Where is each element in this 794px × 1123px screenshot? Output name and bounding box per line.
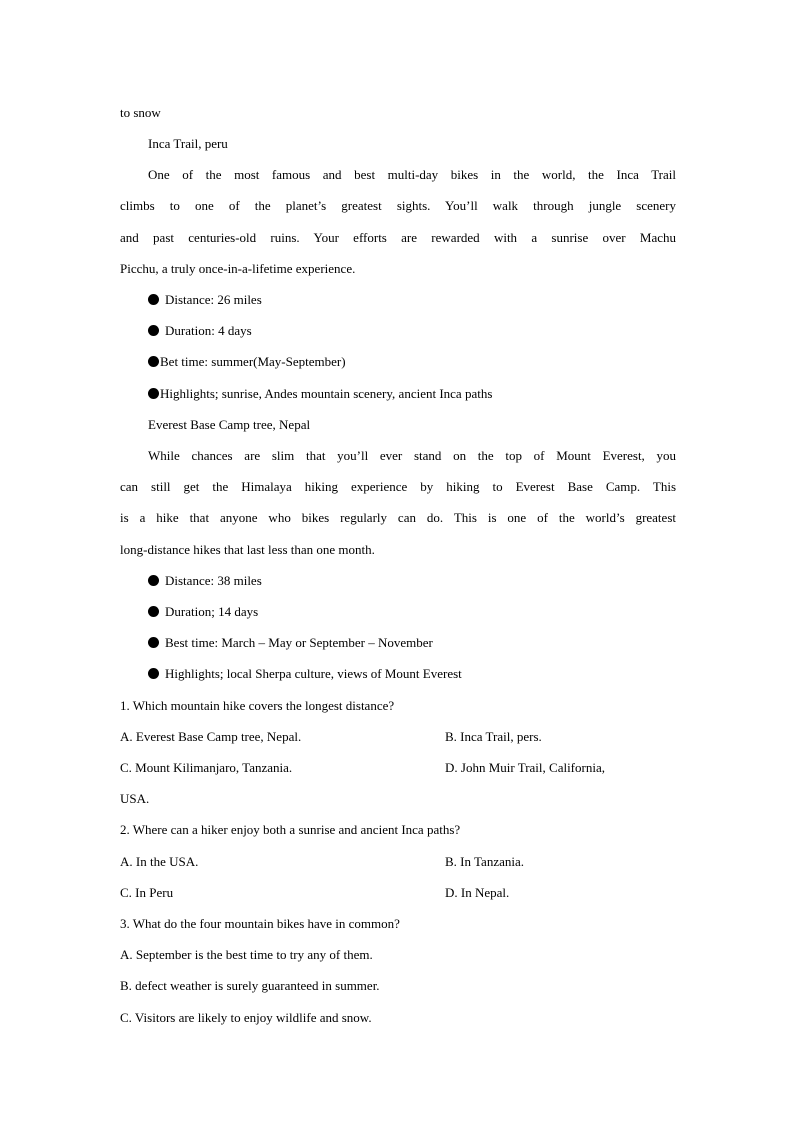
question-1-option-c: C. Mount Kilimanjaro, Tanzania. bbox=[120, 760, 293, 775]
question-3-option-c: C. Visitors are likely to enjoy wildlife and snow. bbox=[120, 1010, 372, 1025]
bullet-icon bbox=[148, 575, 159, 586]
bullet-icon bbox=[148, 294, 159, 305]
question-3-stem: 3. What do the four mountain bikes have in common? bbox=[120, 916, 400, 931]
inca-para-line-2: climbs to one of the planet’s greatest sights. You’ll walk through jungle scenery bbox=[120, 198, 676, 213]
inca-para-line-1: One of the most famous and best multi-day bikes in the world, the Inca Trail bbox=[148, 167, 676, 182]
everest-para-line-2: can still get the Himalaya hiking experience by hiking to Everest Base Camp. This bbox=[120, 479, 676, 494]
question-1-stem: 1. Which mountain hike covers the longest distance? bbox=[120, 698, 395, 713]
bullet-icon bbox=[148, 388, 159, 399]
question-2-option-b: B. In Tanzania. bbox=[445, 854, 524, 869]
question-3-option-a: A. September is the best time to try any of them. bbox=[120, 947, 373, 962]
question-2-option-c: C. In Peru bbox=[120, 885, 174, 900]
question-3-option-b: B. defect weather is surely guaranteed in summer. bbox=[120, 978, 380, 993]
everest-para-line-1: While chances are slim that you’ll ever stand on the top of Mount Everest, you bbox=[148, 448, 676, 463]
continuation-text: to snow bbox=[120, 105, 161, 120]
inca-para-line-4: Picchu, a truly once-in-a-lifetime experience. bbox=[120, 261, 356, 276]
question-2-option-a: A. In the USA. bbox=[120, 854, 199, 869]
inca-bullet-best-time: Bet time: summer(May-September) bbox=[148, 354, 346, 370]
everest-bullet-highlights: Highlights; local Sherpa culture, views of Mount Everest bbox=[148, 666, 462, 682]
question-1-option-d-wrap: USA. bbox=[120, 791, 150, 806]
bullet-icon bbox=[148, 356, 159, 367]
inca-para-line-3: and past centuries-old ruins. Your efforts are rewarded with a sunrise over Machu bbox=[120, 230, 676, 245]
everest-bullet-duration: Duration; 14 days bbox=[148, 604, 258, 620]
bullet-icon bbox=[148, 637, 159, 648]
bullet-icon bbox=[148, 606, 159, 617]
question-1-option-b: B. Inca Trail, pers. bbox=[445, 729, 542, 744]
question-2-option-d: D. In Nepal. bbox=[445, 885, 510, 900]
inca-heading: Inca Trail, peru bbox=[148, 136, 228, 151]
everest-para-line-4: long-distance hikes that last less than one month. bbox=[120, 542, 375, 557]
question-1-option-d: D. John Muir Trail, California, bbox=[445, 760, 605, 775]
everest-heading: Everest Base Camp tree, Nepal bbox=[148, 417, 311, 432]
inca-bullet-distance: Distance: 26 miles bbox=[148, 292, 262, 308]
inca-bullet-duration: Duration: 4 days bbox=[148, 323, 252, 339]
question-1-option-a: A. Everest Base Camp tree, Nepal. bbox=[120, 729, 302, 744]
everest-bullet-distance: Distance: 38 miles bbox=[148, 573, 262, 589]
inca-bullet-highlights: Highlights; sunrise, Andes mountain scenery, ancient Inca paths bbox=[148, 386, 492, 402]
everest-bullet-best-time: Best time: March – May or September – November bbox=[148, 635, 433, 651]
bullet-icon bbox=[148, 325, 159, 336]
everest-para-line-3: is a hike that anyone who bikes regularly can do. This is one of the world’s greatest bbox=[120, 510, 676, 525]
question-2-stem: 2. Where can a hiker enjoy both a sunrise and ancient Inca paths? bbox=[120, 822, 461, 837]
bullet-icon bbox=[148, 668, 159, 679]
